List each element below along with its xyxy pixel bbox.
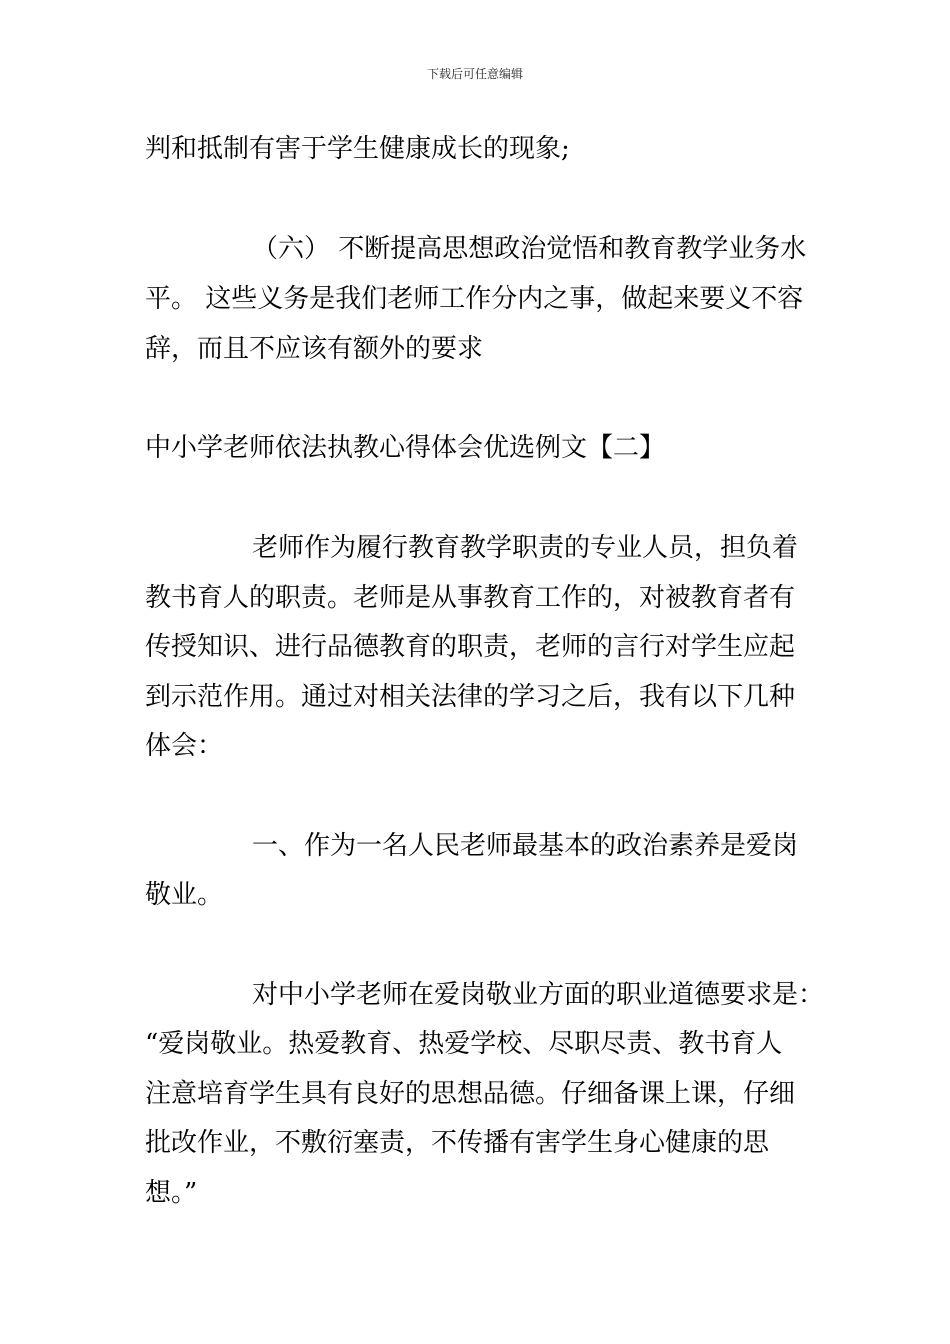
- text-line: 判和抵制有害于学生健康成长的现象;: [145, 134, 570, 164]
- text-line: 体会：: [145, 731, 224, 761]
- text-line: 传授知识、进行品德教育的职责，老师的言行对学生应起: [145, 632, 796, 662]
- section-heading: 中小学老师依法执教心得体会优选例文【二】: [145, 433, 666, 463]
- text-line: （六） 不断提高思想政治觉悟和教育教学业务水: [252, 234, 807, 264]
- text-line: 老师作为履行教育教学职责的专业人员，担负着: [252, 533, 799, 563]
- text-line: 批改作业，不敷衍塞责，不传播有害学生身心健康的思: [145, 1128, 770, 1158]
- text-line: 对中小学老师在爱岗敬业方面的职业道德要求是：: [252, 980, 825, 1010]
- text-line: 辞，而且不应该有额外的要求: [145, 334, 484, 364]
- text-line: “爱岗敬业。热爱教育、热爱学校、尽职尽责、教书育人: [145, 1029, 783, 1059]
- text-line: 敬业。: [145, 880, 224, 910]
- text-line: 注意培育学生具有良好的思想品德。仔细备课上课，仔细: [145, 1079, 796, 1109]
- text-line: 平。 这些义务是我们老师工作分内之事，做起来要义不容: [145, 284, 804, 314]
- page-header: 下载后可任意编辑: [426, 67, 523, 81]
- text-line: 想。”: [145, 1178, 198, 1208]
- text-line: 教书育人的职责。老师是从事教育工作的，对被教育者有: [145, 583, 796, 613]
- text-line: 到示范作用。通过对相关法律的学习之后，我有以下几种: [145, 682, 796, 712]
- text-line: 一、作为一名人民老师最基本的政治素养是爱岗: [252, 831, 799, 861]
